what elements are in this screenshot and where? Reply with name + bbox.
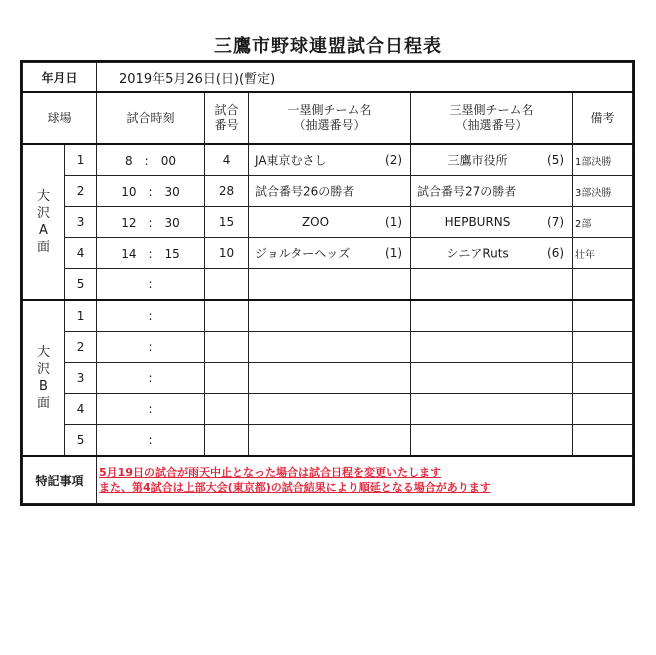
game-time: : [97,269,205,301]
game-number: 15 [205,207,249,238]
note-line-1: 5月19日の試合が雨天中止となった場合は試合日程を変更いたします [99,466,441,479]
header-third-base [411,92,573,144]
date-row [23,63,633,93]
third-base-lot: (6) [547,246,565,260]
header-third-base-line2: （抽選番号） [455,118,528,132]
first-base-team-cell [249,425,411,457]
row-number: 5 [65,269,97,301]
row-number: 1 [65,300,97,332]
first-base-team-cell [249,300,411,332]
remark: 2部 [573,207,633,238]
header-row [23,92,633,144]
game-number: 4 [205,144,249,176]
field-name-cell [23,300,65,456]
header-time: 試合時刻 [97,92,205,144]
header-game-no [205,92,249,144]
third-base-team: HEPBURNS [444,215,511,229]
header-field: 球場 [23,92,97,144]
game-number [205,269,249,301]
first-base-team: ジョルターヘッズ [255,246,351,261]
remark [573,363,633,394]
field-name-char: A [39,223,48,238]
notes-row [23,456,633,504]
row-number: 5 [65,425,97,457]
header-third-base-line1: 三塁側チーム名 [449,103,534,117]
table-row [23,300,633,332]
first-base-team-cell [249,394,411,425]
row-number: 1 [65,144,97,176]
notes-label: 特記事項 [23,456,97,504]
table-row [23,144,633,176]
third-base-team: シニアRuts [446,246,509,261]
remark [573,394,633,425]
third-base-team-cell [411,207,573,238]
remark [573,425,633,457]
table-row [23,332,633,363]
third-base-team-cell [411,425,573,457]
third-base-team-cell [411,144,573,176]
page-title: 三鷹市野球連盟試合日程表 [214,36,442,57]
third-base-team-cell [411,300,573,332]
row-number: 4 [65,394,97,425]
game-number: 10 [205,238,249,269]
third-base-team-cell [411,332,573,363]
field-name-cell [23,144,65,300]
first-base-lot: (1) [385,215,403,229]
row-number: 2 [65,176,97,207]
row-number: 4 [65,238,97,269]
note-line-2: また、第4試合は上部大会(東京都)の試合結果により順延となる場合があります [99,481,491,494]
header-first-base-line2: （抽選番号） [293,118,366,132]
game-time: : [97,363,205,394]
field-name-char: 大 [36,189,50,204]
game-number [205,394,249,425]
game-time: 8 : 00 [97,144,205,176]
third-base-lot: (7) [547,215,565,229]
first-base-team-cell [249,144,411,176]
table-row [23,207,633,238]
third-base-team-cell [411,394,573,425]
first-base-team: ZOO [301,215,330,229]
game-number [205,425,249,457]
notes-content [97,456,633,504]
row-number: 3 [65,207,97,238]
first-base-team-cell [249,269,411,301]
header-first-base [249,92,411,144]
game-number [205,363,249,394]
table-row [23,238,633,269]
row-number: 3 [65,363,97,394]
third-base-team-cell [411,363,573,394]
remark [573,300,633,332]
first-base-team-cell [249,176,411,207]
first-base-lot: (2) [385,153,403,167]
table-row [23,269,633,301]
game-time: : [97,332,205,363]
date-label: 年月日 [23,63,97,93]
game-time: 14 : 15 [97,238,205,269]
first-base-team-cell [249,207,411,238]
game-time: : [97,394,205,425]
field-name-char: 沢 [36,206,50,221]
game-time: : [97,300,205,332]
first-base-team: 試合番号26の勝者 [255,184,355,199]
header-remarks: 備考 [573,92,633,144]
remark [573,332,633,363]
first-base-team-cell [249,238,411,269]
third-base-team: 試合番号27の勝者 [417,184,517,199]
schedule-table [22,62,633,504]
field-name-char: 面 [36,240,50,255]
header-first-base-line1: 一塁側チーム名 [287,103,372,117]
remark: 1部決勝 [573,144,633,176]
game-number [205,300,249,332]
remark [573,269,633,301]
notes-lines [99,465,630,495]
third-base-lot: (5) [547,153,565,167]
field-name-char: 大 [36,345,50,360]
third-base-team-cell [411,238,573,269]
header-game-no-line2: 番号 [214,118,239,132]
table-row [23,363,633,394]
remark: 壮年 [573,238,633,269]
first-base-team-cell [249,332,411,363]
row-number: 2 [65,332,97,363]
remark: 3部決勝 [573,176,633,207]
game-time: : [97,425,205,457]
third-base-team-cell [411,269,573,301]
game-time: 12 : 30 [97,207,205,238]
first-base-team-cell [249,363,411,394]
field-name-char: B [39,379,48,394]
header-game-no-line1: 試合 [214,103,239,117]
first-base-team: JA東京むさし [255,153,327,168]
game-time: 10 : 30 [97,176,205,207]
game-number [205,332,249,363]
table-row [23,425,633,457]
field-name-char: 面 [36,396,50,411]
game-number: 28 [205,176,249,207]
table-row [23,176,633,207]
third-base-team-cell [411,176,573,207]
schedule-body [23,144,633,456]
table-row [23,394,633,425]
third-base-team: 三鷹市役所 [447,153,508,168]
date-value: 2019年5月26日(日)(暫定) [97,63,633,93]
field-name-char: 沢 [36,362,50,377]
first-base-lot: (1) [385,246,403,260]
